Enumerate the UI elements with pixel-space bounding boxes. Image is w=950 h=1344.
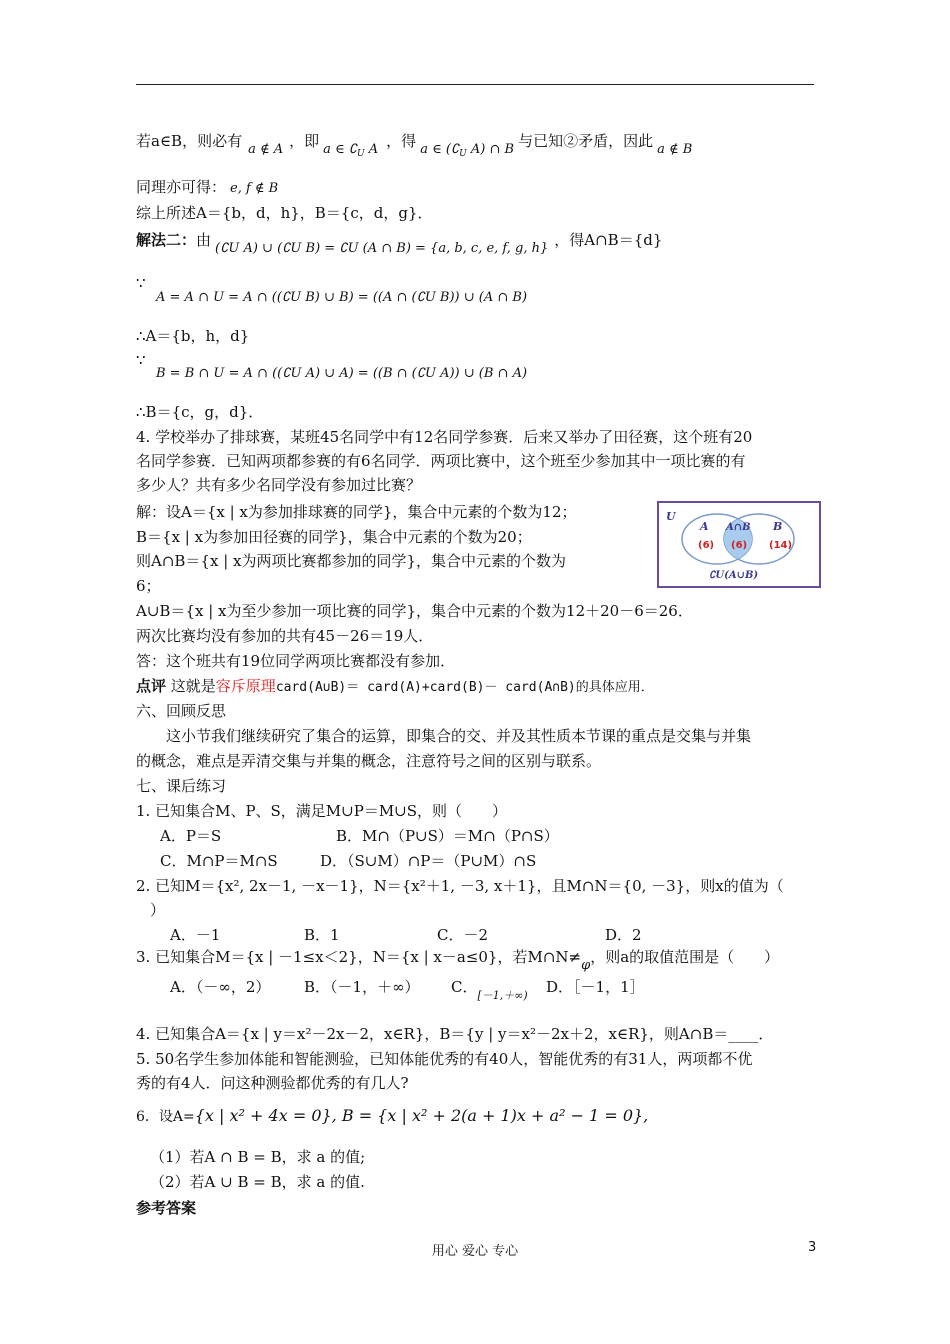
- problem-4-line-1: 4. 学校举办了排球赛，某班45名同学中有12名同学参赛．后来又举办了田径赛，这个班有20: [136, 428, 753, 446]
- problem-4-line-3: 多少人？共有多少名同学没有参加过比赛？: [136, 476, 422, 494]
- exercise-2-option-c: C．－2: [437, 926, 489, 944]
- exercise-6-part-2: （2）若A ∪ B = B，求 a 的值.: [150, 1173, 365, 1191]
- section-6-heading: 六、回顾反思: [136, 702, 227, 720]
- math: φ: [581, 958, 591, 973]
- text: C．: [451, 978, 478, 996]
- text: 6．设A=: [136, 1109, 195, 1125]
- proof-line-2: [136, 177, 278, 199]
- reference-answers-heading: 参考答案: [136, 1199, 197, 1217]
- text: 3. 已知集合M＝{x | －1≤x＜2}，N＝{x | x－a≤0}，若M∩N≠: [136, 948, 582, 966]
- venn-ab-label: A∩B: [726, 522, 751, 533]
- exercise-6-part-1: （1）若A ∩ B = B，求 a 的值;: [150, 1148, 366, 1166]
- exercise-4: 4. 已知集合A＝{x | y＝x²－2x－2，x∈R}，B＝{y | y＝x²－2x＋2，x∈R}，则A∩B＝____．: [136, 1025, 774, 1043]
- exercise-2-option-d: D．2: [605, 926, 642, 944]
- venn-b-label: B: [773, 520, 783, 533]
- answer-line: 答：这个班共有19位同学两项比赛都没有参加．: [136, 652, 456, 670]
- header-rule: [136, 84, 814, 85]
- proof-line-3: 综上所述A＝{b，d，h}，B＝{c，d，g}．: [136, 204, 433, 222]
- text: 同理亦可得：: [136, 178, 227, 196]
- derivation-a: A = A ∩ U = A ∩ ((∁U B) ∪ B) = ((A ∩ (∁U B)) ∪ (A ∩ B): [156, 290, 528, 305]
- math: a ∉ A: [248, 142, 284, 157]
- comment-line: [136, 676, 654, 698]
- math-sub: U: [459, 149, 467, 159]
- exercise-1: 1. 已知集合M、P、S，满足M∪P＝M∪S，则（ ）: [136, 802, 508, 820]
- problem-4-line-2: 名同学参赛．已知两项都参赛的有6名同学．两项比赛中，这个班至少参加其中一项比赛的有: [136, 452, 746, 470]
- math: {x | x² + 4x = 0}, B = {x | x² + 2(a + 1)x + a² − 1 = 0},: [194, 1106, 649, 1125]
- solution-line-2: B＝{x | x为参加田径赛的同学}，集合中元素的个数为20；: [136, 528, 532, 546]
- exercise-3: [136, 947, 780, 973]
- exercise-3-option-c: [451, 977, 528, 1002]
- exercise-3-option-b: B．（－1，＋∞）: [304, 978, 420, 996]
- text: 由: [196, 231, 212, 249]
- highlight-term: 容斥原理: [215, 677, 276, 695]
- solution-line-6: 两次比赛均没有参加的共有45－26＝19人．: [136, 627, 434, 645]
- section-7-heading: 七、课后练习: [136, 777, 227, 795]
- text: ，即: [289, 132, 320, 150]
- venn-a-label: A: [700, 520, 709, 533]
- exercise-2-close: ）: [150, 901, 166, 919]
- text: 若a∈B，则必有: [136, 132, 243, 150]
- text: 与已知②矛盾，因此: [518, 132, 654, 150]
- venn-diagram: [657, 501, 821, 588]
- text: ，得: [386, 132, 417, 150]
- exercise-1-option-d: D．（S∪M）∩P＝（P∪M）∩S: [320, 852, 537, 870]
- page-number: 3: [808, 1240, 817, 1255]
- exercise-5-line-2: 秀的有4人．问这种测验都优秀的有几人?: [136, 1074, 409, 1092]
- footer-slogan: 用心 爱心 专心: [431, 1244, 519, 1259]
- math: e, f ∉ B: [230, 181, 279, 196]
- solution-line-4: 6；: [136, 577, 161, 595]
- text: ，得A∩B＝{d}: [554, 231, 663, 249]
- venn-complement-label: ∁U(A∪B): [709, 570, 759, 581]
- venn-count-ab: (6): [731, 540, 748, 551]
- proof-line-1: [136, 131, 692, 158]
- math-sub: U: [357, 149, 365, 159]
- solution-line-1: 解：设A＝{x | x为参加排球赛的同学}，集合中元素的个数为12；: [136, 503, 577, 521]
- because-symbol: ∵: [136, 351, 146, 369]
- exercise-1-option-b: B．M∩（P∪S）＝M∩（P∩S）: [336, 827, 559, 845]
- derivation-b: B = B ∩ U = A ∩ ((∁U A) ∪ A) = ((B ∩ (∁U A)) ∪ (B ∩ A): [156, 366, 528, 381]
- exercise-2-option-b: B．1: [304, 926, 340, 944]
- math: a ∉ B: [657, 142, 693, 157]
- reflection-line-1: 这小节我们继续研究了集合的运算，即集合的交、并及其性质本节课的重点是交集与并集: [166, 727, 752, 745]
- result-a: ∴A＝{b，h，d}: [136, 327, 250, 345]
- venn-u-label: U: [666, 510, 676, 523]
- exercise-3-option-d: D．［－1，1］: [546, 978, 645, 996]
- math: A: [364, 142, 379, 157]
- math: a ∈ ∁: [323, 142, 358, 157]
- exercise-3-option-a: A．（－∞，2）: [170, 978, 271, 996]
- exercise-6: [136, 1106, 648, 1127]
- math: (∁U A) ∪ (∁U B) = ∁U (A ∩ B) = {a, b, c, e, f, g, h}: [215, 241, 549, 256]
- method-two-line: [136, 230, 663, 256]
- because-symbol: ∵: [136, 274, 146, 292]
- math: [－1,＋∞): [477, 989, 528, 1002]
- venn-count-a: (6): [698, 540, 715, 551]
- exercise-2: 2. 已知M＝{x², 2x－1, －x－1}，N＝{x²＋1, －3, x＋1}，且M∩N＝{0, －3}，则x的值为（: [136, 877, 784, 895]
- venn-count-b: (14): [769, 540, 793, 551]
- exercise-2-option-a: A．－1: [170, 926, 221, 944]
- text: ，则a的取值范围是（ ）: [590, 948, 780, 966]
- method-label: 解法二：: [136, 231, 197, 249]
- comment-label: 点评: [136, 677, 167, 695]
- formula: card(A∪B)＝ card(A)+card(B)－ card(A∩B)的具体应用．: [275, 680, 654, 695]
- solution-line-5: A∪B＝{x | x为至少参加一项比赛的同学}，集合中元素的个数为12＋20－6＝26．: [136, 602, 693, 620]
- solution-line-3: 则A∩B＝{x | x为两项比赛都参加的同学}，集合中元素的个数为: [136, 552, 567, 570]
- math: A) ∩ B: [466, 142, 515, 157]
- exercise-5-line-1: 5. 50名学生参加体能和智能测验，已知体能优秀的有40人，智能优秀的有31人，两项都不优: [136, 1050, 753, 1068]
- exercise-1-option-c: C．M∩P＝M∩S: [160, 852, 278, 870]
- text: 这就是: [166, 677, 216, 695]
- result-b: ∴B＝{c，g，d}．: [136, 403, 264, 421]
- exercise-1-option-a: A．P＝S: [160, 827, 222, 845]
- math: a ∈ (∁: [420, 142, 460, 157]
- reflection-line-2: 的概念，难点是弄清交集与并集的概念，注意符号之间的区别与联系。: [136, 752, 602, 770]
